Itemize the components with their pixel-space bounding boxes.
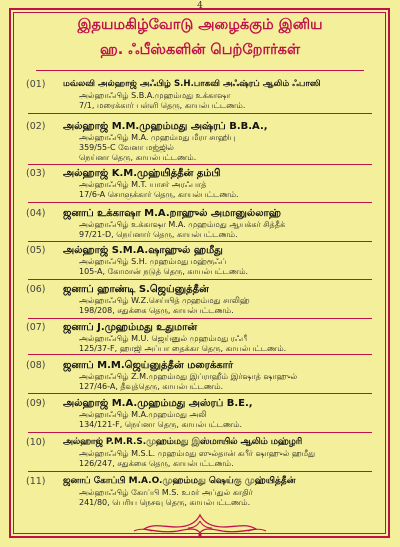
entry-student-line: அல்ஹாஃபிழ் W.Z.செய்யித் முஹம்மது சாலிஹ் xyxy=(79,296,250,305)
entry-address-line: 198/208, சதுக்கை தெரு, காயல்பட்டணம். xyxy=(79,306,234,315)
entry-student-line: அல்ஹாஃபிழ் M.T. யாசர் அரஃபாத் xyxy=(79,180,207,189)
entry-number: (03) xyxy=(26,168,46,179)
entry-divider xyxy=(28,318,372,319)
entry-number: (06) xyxy=(26,284,46,295)
entry-divider xyxy=(28,354,372,355)
entry-number: (05) xyxy=(26,245,46,256)
entry-parent-name: ஜனாப் கோப்பி M.A.O.முஹம்மது ஷெய்கு முஹ்யித்தீன் xyxy=(63,476,296,486)
entry-address-line: 127/46-A, தீவுத்தெரு, காயல்பட்டணம். xyxy=(79,382,224,391)
entry-parent-name: அல்ஹாஜ் P.M.R.S.முஹம்மது இஸ்மாயில் ஆலிம் மஹ்ழரி xyxy=(63,437,303,447)
entry-number: (08) xyxy=(26,360,46,371)
title-line-2: ஹ. ஃபீஸ்களின் பெற்றோர்கள் xyxy=(99,42,301,58)
entry-address-line: நெய்னா தெரு, காயல்பட்டணம். xyxy=(79,153,197,162)
entry-divider xyxy=(28,393,372,394)
entry-address-line: 17/6-A சொளுக்கார் தெரு, காயல்பட்டணம். xyxy=(79,190,239,199)
entry-divider xyxy=(28,113,372,114)
entry-number: (11) xyxy=(26,476,46,487)
entry-divider xyxy=(28,241,372,242)
entry-number: (02) xyxy=(26,121,46,132)
entry-divider xyxy=(28,432,372,433)
entry-student-line: அல்ஹாஃபிழ் M.S.L. முஹம்மது ஸுல்தான் கபீர் ஷாஹுல் ஹமீது xyxy=(79,449,316,458)
entry-number: (07) xyxy=(26,322,46,333)
entry-student-line: அல்ஹாஃபிழ் S.H. முஹம்மது மஹ்ரூஃப் xyxy=(79,257,227,266)
entry-number: (04) xyxy=(26,208,46,219)
entry-student-line: அல்ஹாஃபிழ் M.A.முஹம்மது அலி xyxy=(79,410,207,419)
entry-parent-name: அல்ஹாஜ் M.M.முஹம்மது அஷ்ரப் B.B.A., xyxy=(63,121,268,132)
entry-address-line: 134/121-F, நெய்னா தெரு, காயல்பட்டணம். xyxy=(79,420,243,429)
entry-parent-name: ஜனாப் உக்காஷா M.A.றாஹுல் அமானுல்லாஹ் xyxy=(63,208,281,219)
entry-student-line: அல்ஹாஃபிழ் Z.M.முஹம்மது இப்ராஹீம் இர்ஷாத் ஷாஹுல் xyxy=(79,372,298,381)
entry-parent-name: மவ்லவி அல்ஹாஜ் அஃபிழ் S.H.பாகவி அஃஷ்ரப் ஆலிம் ஃபாஸி xyxy=(63,79,321,89)
entry-address-line: 359/55-C வேனா மஜ்ஜில் xyxy=(79,143,174,152)
entry-number: (10) xyxy=(26,437,46,448)
entry-divider xyxy=(28,164,372,165)
entry-address-line: 105-A, கோமான் நடுத் தெரு, காயல்பட்டணம். xyxy=(79,267,249,276)
entry-parent-name: அல்ஹாஜ் K.M.முஹ்யித்தீன் தம்பி xyxy=(63,168,221,179)
entry-parent-name: ஜனாப் J.முஹம்மது உதுமான் xyxy=(63,322,198,333)
entry-parent-name: ஜனாப் M.M.ஜெய்னுத்தீன் மரைக்கார் xyxy=(63,360,234,371)
entry-address-line: 7/1, மரைக்கார் பள்ளி தெரு, காயல்பட்டணம். xyxy=(79,101,246,110)
footer-ornament xyxy=(130,511,270,537)
entry-address-line: 126/247, சதுக்கை தெரு, காயல்பட்டணம். xyxy=(79,459,234,468)
entry-number: (01) xyxy=(26,79,46,90)
entry-student-line: அல்ஹாஃபிழ் M.A. முஹம்மது மீரா சாஹிபு xyxy=(79,133,236,142)
entry-divider xyxy=(28,471,372,472)
entry-address-line: 125/37-F, ஹாஜி அப்பா தைக்கா தெரு, காயல்பட்டணம். xyxy=(79,344,287,353)
entry-address-line: 241/80, பெரிய நெசவு தெரு, காயல்பட்டணம். xyxy=(79,498,251,507)
entry-student-line: அல்ஹாஃபிழ் உக்காஷா M.A. முஹம்மது ஆயக்கர் சித்தீக் xyxy=(79,220,286,229)
entry-parent-name: அல்ஹாஜ் S.M.A.ஷாஹுல் ஹமீது xyxy=(63,245,223,256)
entry-parent-name: ஜனாப் ஹாண்டி S.ஜெய்னுத்தீன் xyxy=(63,284,209,295)
entry-student-line: அல்ஹாஃபிழ் கோப்பி M.S. உமர் அப்துல் காதிர் xyxy=(79,488,253,497)
entry-divider xyxy=(28,202,372,203)
entry-divider xyxy=(28,279,372,280)
title-line-1: இதயமகிழ்வோடு அழைக்கும் இனிய xyxy=(77,17,323,33)
entry-parent-name: அல்ஹாஜ் M.A.முஹம்மது அஸ்ரப் B.E., xyxy=(63,398,253,409)
page-number: 4 xyxy=(197,1,203,11)
entry-student-line: அல்ஹாஃபிழ் S.B.A.முஹம்மது உக்காஷா xyxy=(79,91,231,100)
entry-address-line: 97/21-D, நெய்னார் தெரு, காயல்பட்டணம். xyxy=(79,230,238,239)
entry-number: (09) xyxy=(26,398,46,409)
entry-student-line: அல்ஹாஃபிழ் M.U. ஜெய்னுல் முஹம்மது ரஃபீ xyxy=(79,334,248,343)
